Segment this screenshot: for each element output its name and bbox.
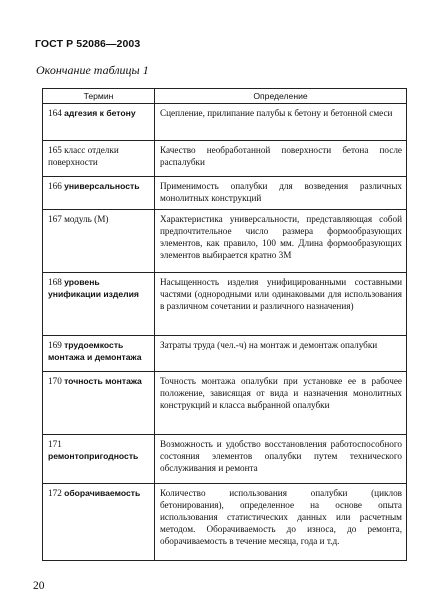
term-number: 164	[48, 108, 62, 118]
term-number: 165	[48, 144, 62, 155]
term-cell	[43, 210, 155, 273]
definition-cell: Затраты труда (чел.-ч) на монтаж и демонтаж опалубки	[155, 335, 407, 372]
term-name: адгезия к бетону	[64, 108, 136, 118]
table-row	[43, 140, 407, 177]
term-cell	[43, 434, 155, 483]
table-caption: Окончание таблицы 1	[36, 63, 149, 77]
definition-cell: Применимость опалубки для возведения различных монолитных конструкций	[155, 177, 407, 210]
page-number: 20	[33, 580, 45, 592]
term-number: 170	[48, 376, 62, 387]
term-cell	[43, 104, 155, 141]
term-number: 166	[48, 181, 62, 192]
table-header-row	[43, 89, 407, 104]
table-row	[43, 372, 407, 435]
table-row	[43, 210, 407, 273]
term-name: универсальность	[64, 181, 140, 192]
column-header-term: Термин	[43, 89, 155, 104]
term-name: класс отделки поверхности	[48, 144, 119, 167]
table-row	[43, 273, 407, 336]
term-cell	[43, 273, 155, 336]
term-cell	[43, 483, 155, 560]
column-header-definition: Определение	[155, 89, 407, 104]
term-name: точность монтажа	[64, 376, 142, 387]
table-row	[43, 177, 407, 210]
term-number: 172	[48, 487, 62, 498]
term-number: 167	[48, 214, 62, 225]
definition-cell: Количество использования опалубки (циклов бетонирования), определенное на основе опыта использования статистических данных или расчетным методом. Оборачиваемость до износа, до ремонта, оборачиваемость в течение месяца, года и т.д.	[155, 483, 407, 560]
term-name: трудоемкость монтажа и демонтажа	[48, 339, 142, 362]
table-row	[43, 335, 407, 372]
definition-cell: Сцепление, прилипание палубы к бетону и бетонной смеси	[155, 104, 407, 141]
term-name: оборачиваемость	[64, 487, 141, 498]
table-row	[43, 434, 407, 483]
definition-cell: Характеристика универсальности, представляющая собой предпочтительное число размера формообразующих элементов, как правило, 100 мм. Длина формообразующих элементов выбирается кратно 3М	[155, 210, 407, 273]
term-number: 171	[48, 438, 62, 449]
table-row	[43, 483, 407, 560]
document-header: ГОСТ Р 52086—2003	[35, 38, 141, 50]
term-cell	[43, 335, 155, 372]
definition-cell: Насыщенность изделия унифицированными составными частями (однородными или одинаковыми для использования в различном сочетании и различного назначения)	[155, 273, 407, 336]
term-cell	[43, 372, 155, 435]
term-name: уровень унификации изделия	[48, 277, 139, 299]
term-name: модуль (М)	[64, 214, 109, 225]
definition-cell: Возможность и удобство восстановления работоспособного состояния элементов опалубки путем технического обслуживания и ремонта	[155, 434, 407, 483]
definition-cell: Качество необработанной поверхности бетона после распалубки	[155, 140, 407, 177]
term-number: 168	[48, 277, 62, 287]
term-name: ремонтопригодность	[48, 450, 139, 461]
term-number: 169	[48, 339, 62, 350]
table-row	[43, 104, 407, 141]
term-cell	[43, 140, 155, 177]
terms-table	[42, 88, 407, 561]
definition-cell: Точность монтажа опалубки при установке ее в рабочее положение, зависящая от вида и назначения монолитных конструкций и класса выбранной опалубки	[155, 372, 407, 435]
term-cell	[43, 177, 155, 210]
